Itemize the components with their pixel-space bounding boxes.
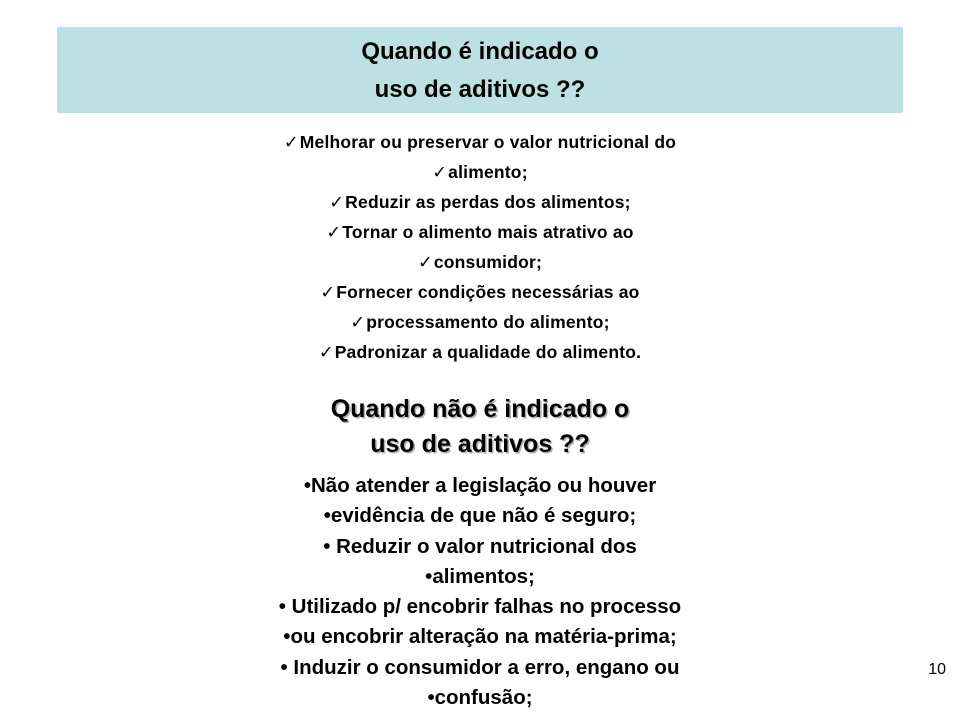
- list-item: •ou encobrir alteração na matéria-prima;: [283, 625, 677, 649]
- checkmark-icon: ✓: [350, 312, 366, 332]
- list-item: [0, 157, 960, 187]
- second-heading: [0, 392, 960, 462]
- list-item: • Induzir o consumidor a erro, engano ou: [280, 655, 680, 679]
- list-item: • Utilizado p/ encobrir falhas no processo: [278, 595, 682, 619]
- list-item: •confusão;: [427, 686, 533, 710]
- list-item: [0, 247, 960, 277]
- list-item: [0, 217, 960, 247]
- title-box: [57, 27, 903, 113]
- list-item-text: alimento;: [448, 162, 528, 182]
- list-item-text: Tornar o alimento mais atrativo ao: [342, 222, 634, 242]
- list-item-text: consumidor;: [433, 252, 543, 272]
- checkmark-icon: ✓: [417, 252, 433, 272]
- page-number: 10: [928, 661, 946, 678]
- list-item: • Reduzir o valor nutricional dos: [323, 534, 637, 558]
- list-item: [0, 127, 960, 157]
- second-heading-line-1: Quando não é indicado o: [330, 395, 630, 423]
- list-item-text: Padronizar a qualidade do alimento.: [334, 342, 642, 362]
- checkmark-icon: ✓: [320, 282, 336, 302]
- indicated-list: [0, 127, 960, 367]
- list-item: [0, 187, 960, 217]
- checkmark-icon: ✓: [329, 192, 345, 212]
- list-item: •alimentos;: [425, 564, 535, 588]
- list-item-text: Melhorar ou preservar o valor nutricional do: [299, 132, 677, 152]
- list-item-text: Reduzir as perdas dos alimentos;: [345, 192, 631, 212]
- title-line-2: uso de aditivos ??: [374, 76, 586, 103]
- list-item: [0, 337, 960, 367]
- checkmark-icon: ✓: [283, 132, 299, 152]
- checkmark-icon: ✓: [318, 342, 334, 362]
- second-heading-line-2: uso de aditivos ??: [370, 430, 590, 458]
- checkmark-icon: ✓: [432, 162, 448, 182]
- list-item: •evidência de que não é seguro;: [323, 504, 637, 528]
- list-item: •Não atender a legislação ou houver: [303, 474, 657, 497]
- list-item: [0, 307, 960, 337]
- list-item-text: processamento do alimento;: [366, 312, 610, 332]
- title-line-1: Quando é indicado o: [361, 38, 599, 65]
- not-indicated-list: [0, 471, 960, 713]
- list-item-text: Fornecer condições necessárias ao: [336, 282, 640, 302]
- checkmark-icon: ✓: [326, 222, 342, 242]
- list-item: [0, 277, 960, 307]
